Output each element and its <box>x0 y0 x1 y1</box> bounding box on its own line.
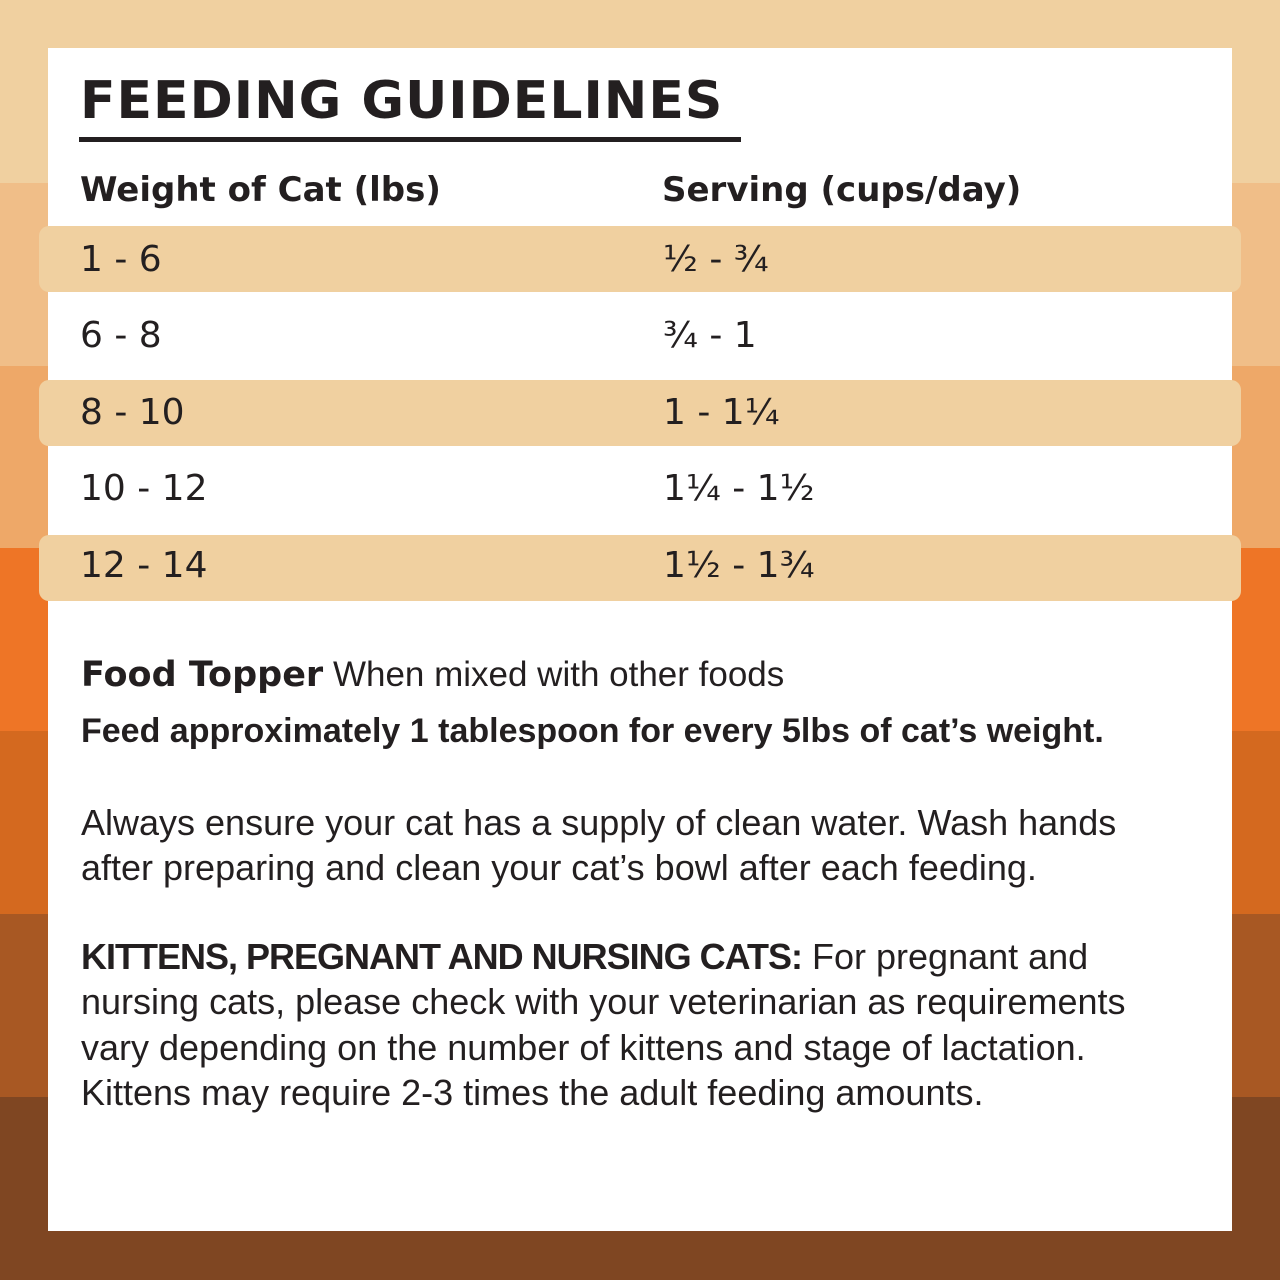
serving-cell: 1½ - 1¾ <box>663 545 815 586</box>
kittens-note-line: nursing cats, please check with your veterinarian as requirements <box>81 981 1126 1022</box>
weight-cell: 12 - 14 <box>80 545 208 586</box>
water-note-line: Always ensure your cat has a supply of clean water. Wash hands <box>81 802 1117 843</box>
kittens-note-line: vary depending on the number of kittens and stage of lactation. <box>81 1027 1086 1068</box>
weight-cell: 8 - 10 <box>80 392 185 433</box>
weight-cell: 6 - 8 <box>80 315 162 356</box>
food-topper-subtitle: When mixed with other foods <box>332 655 785 694</box>
column-header-weight: Weight of Cat (lbs) <box>80 170 441 210</box>
title-underline <box>79 137 741 142</box>
kittens-note-label: KITTENS, PREGNANT AND NURSING CATS: <box>81 936 802 977</box>
food-topper-heading <box>81 652 784 698</box>
serving-cell: 1¼ - 1½ <box>663 468 815 509</box>
serving-cell: ¾ - 1 <box>663 315 757 356</box>
column-header-serving: Serving (cups/day) <box>662 170 1022 210</box>
food-topper-label: Food Topper <box>81 655 324 695</box>
kittens-note-text: For pregnant and <box>812 936 1089 977</box>
kittens-note-line: Kittens may require 2-3 times the adult feeding amounts. <box>81 1072 984 1113</box>
table-row-highlight <box>39 226 1241 292</box>
table-row-highlight <box>39 380 1241 446</box>
serving-cell: ½ - ¾ <box>663 239 769 280</box>
weight-cell: 1 - 6 <box>80 239 162 280</box>
table-row-highlight <box>39 535 1241 601</box>
weight-cell: 10 - 12 <box>80 468 208 509</box>
water-note-line: after preparing and clean your cat’s bowl after each feeding. <box>81 847 1037 888</box>
serving-cell: 1 - 1¼ <box>663 392 780 433</box>
page-title: FEEDING GUIDELINES <box>80 71 724 131</box>
kittens-note-line <box>81 934 1088 979</box>
food-topper-instruction: Feed approximately 1 tablespoon for every 5lbs of cat’s weight. <box>81 712 1104 750</box>
